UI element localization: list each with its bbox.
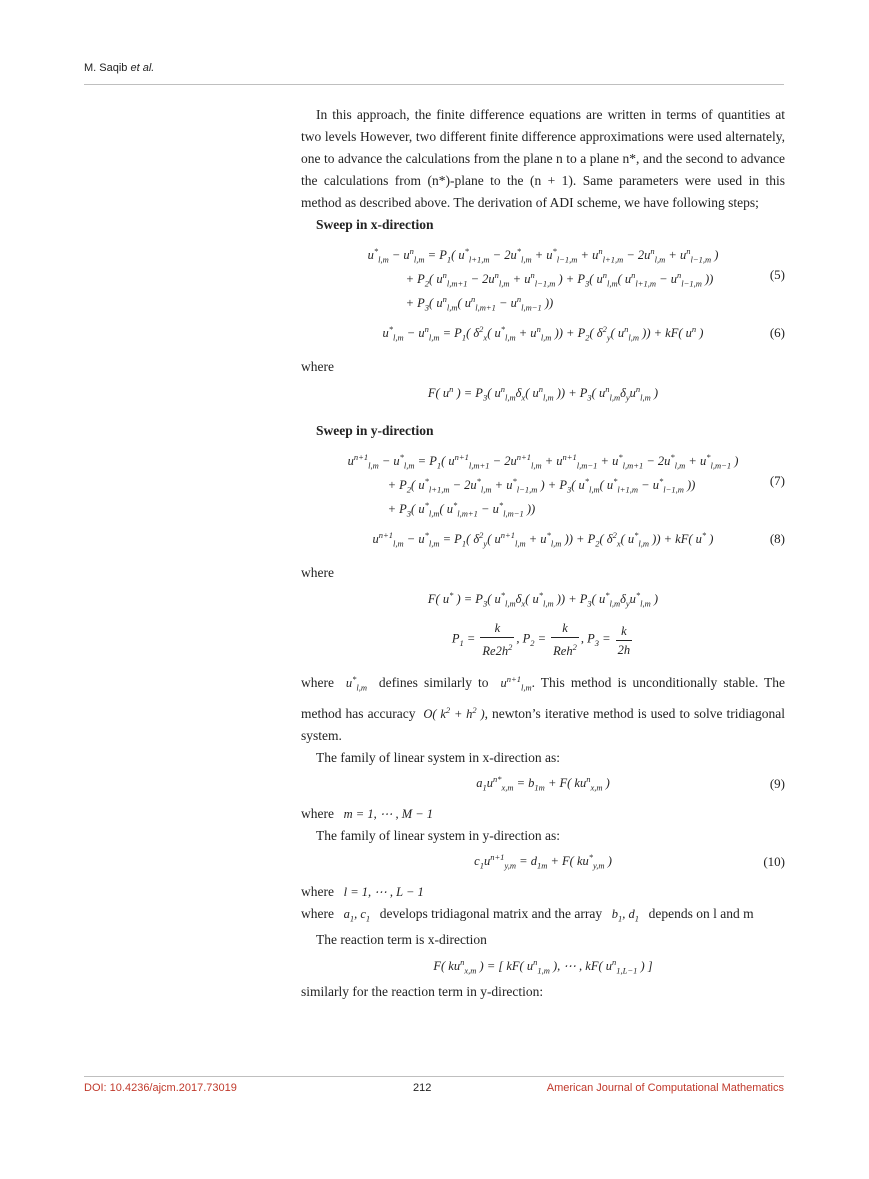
where-label: where (301, 565, 334, 580)
where-m-line: where m = 1, ⋯ , M − 1 (301, 805, 434, 821)
equation-8: $u^{n+1}_{l,m} - u^*_{l,m} = P_1$( $\delta^2_y$( $u^{n+1}_{l,m} + u^*_{l,m}$ )) + $P_2$( $\delta^2_x$( $u^*_{l,m}$ )) + kF( u* ) (8) (372, 529, 785, 549)
sweep-y-heading: Sweep in y-direction (316, 423, 434, 438)
where-label: where (301, 359, 334, 374)
running-header (84, 62, 154, 74)
footer-journal[interactable]: American Journal of Computational Mathematics (546, 1082, 784, 1094)
stability-paragraph: where $u^*_{l,m}$ defines similarly to $u^{n+1}_{l,m}$. This method is unconditionally stable. The method has accuracy O( $k^2 + h^2$ ), newton’s iterative method is used to solve tridiagonal system. (301, 674, 786, 743)
equation-number: (8) (769, 531, 785, 546)
header-rule (84, 84, 784, 85)
stability-text-c: . This method is unconditionally stable. The method has accuracy (301, 675, 786, 721)
equation-number: (9) (769, 775, 785, 791)
equation-7: $u^{n+1}_{l,m} - u^*_{l,m} = P_1$( $u^{n+1}_{l,m+1} - 2u^{n+1}_{l,m} + u^{n+1}_{l,m-1} + u^*_{l,m+1} - 2u^*_{l,m} + u^*_{l,m-1}$ ) + $P_2$( $u^*_{l+1,m} - 2u^*_{l,m} + u^*_{l-1,m}$ ) + $P_3$( $u^*_{l,m}$( $u^*_{l+1,m} - u^*_{l-1,m}$ )) + $P_3$( $u^*_{l,m}$( $u^*_{l,m+1} - u^*_{l,m-1}$ )) (7) (347, 452, 785, 519)
stability-text-b: defines similarly to (378, 675, 489, 691)
main-column (301, 104, 785, 1003)
reaction-y-text: similarly for the reaction term in y-direction: (301, 984, 544, 1000)
family-y-text: The family of linear system in y-direction as: (316, 827, 561, 843)
equation-reaction-x: F( $ku^n_{x,m}$ ) = [ kF( $u^n_{1,m}$ ), ⋯ , kF( $u^n_{1,L-1}$ ) ] (433, 956, 653, 976)
footer-rule (84, 1076, 784, 1077)
equation-parameters: $P_1$ = $\frac{k}{Re2h^2}$ , $P_2$ = $\frac{k}{Reh^2}$ , $P_3$ = $\frac{k}{2h}$ (451, 621, 631, 659)
equation-number: (5) (769, 267, 785, 282)
equation-number: (10) (763, 853, 785, 869)
intro-paragraph: In this approach, the finite difference equations are written in terms of quantities at two levels However, two different finite difference approximations were used alternately, one to advance the calculations from the plane n to a plane n*, and the second to advance the calculations from (n*)-plane to the (n + 1). Same parameters were used in this method as described above. The derivation of ADI scheme, we have following steps; (301, 107, 785, 210)
equation-5: $u^*_{l,m} - u^n_{l,m} = P_1$( $u^*_{l+1,m} - 2u^*_{l,m} + u^*_{l-1,m} + u^n_{l+1,m} - 2u^n_{l,m} + u^n_{l-1,m}$ ) + $P_2$( $u^n_{l,m+1} - 2u^n_{l,m} + u^n_{l-1,m}$ ) + $P_3$( $u^n_{l,m}$( $u^n_{l+1,m} - u^n_{l-1,m}$ )) + $P_3$( $u^n_{l,m}$( $u^n_{l,m+1} - u^n_{l,m-1}$ )) (5) (367, 246, 785, 313)
reaction-x-text: The reaction term is x-direction (316, 932, 487, 948)
where-ac-text-b: develops tridiagonal matrix and the array (379, 905, 603, 921)
where-l-label: where (301, 883, 334, 899)
equation-6: $u^*_{l,m} - u^n_{l,m} = P_1$( $\delta^2_x$( $u^*_{l,m} + u^n_{l,m}$ )) + $P_2$( $\delta^2_y$( $u^n_{l,m}$ )) + kF( $u^n$ ) (6) (382, 323, 785, 343)
family-x-text: The family of linear system in x-direction as: (316, 749, 561, 765)
where-m-label: where (301, 805, 334, 821)
where-ac-text-c: depends on l and m (648, 905, 754, 921)
stability-text-d: , newton’s iterative method is used to solve tridiagonal system. (301, 705, 785, 743)
footer-page-number: 212 (413, 1082, 432, 1094)
equation-9: $a_1u^{n*}_{x,m} = b_{1m} + F$( $ku^n_{x,m}$ ) (9) (476, 774, 785, 794)
equation-10: $c_1u^{n+1}_{y,m} = d_{1m} + F$( $ku^*_{y,m}$ ) (10) (474, 852, 785, 872)
equation-number: (7) (769, 473, 785, 488)
where-ac-paragraph: where $a_1$, $c_1$ develops tridiagonal matrix and the array $b_1$, $d_1$ depends on l and m (301, 905, 754, 924)
equation-f-ustar: F( u* ) = $P_3$( $u^*_{l,m}\delta_x$( $u^*_{l,m}$ )) + $P_3$( $u^*_{l,m}\delta_yu^*_{l,m}$ ) (427, 589, 659, 609)
sweep-x-heading: Sweep in x-direction (316, 217, 434, 232)
where-l-line: where l = 1, ⋯ , L − 1 (301, 883, 424, 899)
header-author: M. Saqib (84, 62, 128, 74)
equation-f-un: F( $u^n$ ) = $P_3$( $u^n_{l,m}\delta_x$( $u^n_{l,m}$ )) + $P_3$( $u^n_{l,m}\delta_yu^n_{l,m}$ ) (427, 383, 659, 403)
footer-doi[interactable]: DOI: 10.4236/ajcm.2017.73019 (84, 1082, 237, 1094)
header-etal: et al. (130, 62, 155, 74)
stability-text-a: where (301, 675, 334, 691)
equation-number: (6) (769, 325, 785, 340)
where-ac-text-a: where (301, 905, 334, 921)
